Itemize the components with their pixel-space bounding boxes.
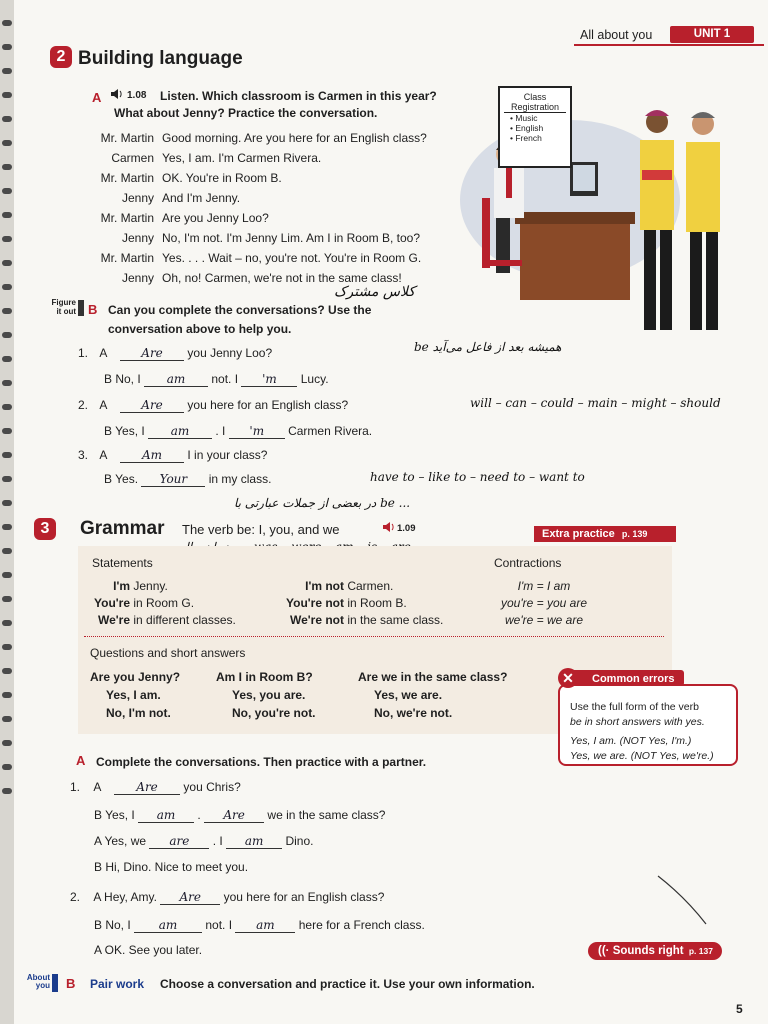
sounds-right-page: p. 137 [688, 946, 713, 956]
contraction: we're = we are [505, 613, 583, 627]
common-errors-box [558, 684, 738, 766]
fill-blank[interactable]: 'm [241, 372, 297, 387]
speaker-a: A [99, 448, 107, 462]
textbook-page [14, 0, 768, 1024]
pair-work-label: Pair work [90, 977, 145, 991]
sign-title: Class [523, 92, 547, 102]
section-label: All about you [580, 28, 653, 42]
subject: We're not [290, 613, 344, 627]
exercise-item [78, 448, 267, 463]
item-text: you here for an English class? [223, 890, 385, 904]
audio-icon[interactable] [382, 520, 396, 538]
speaker-a: A [99, 398, 107, 412]
dialog-line: Are you Jenny Loo? [162, 211, 269, 225]
complement: in Room G. [133, 596, 195, 610]
part-a-letter: A [92, 90, 102, 105]
audio-track: 1.09 [397, 523, 416, 534]
fill-blank[interactable]: Are [120, 398, 184, 413]
item-text: . [197, 808, 201, 822]
sign-title-2: Registration [504, 102, 566, 113]
badge-text: About [26, 973, 50, 982]
questions-header: Questions and short answers [90, 646, 246, 660]
fill-blank[interactable]: am [226, 834, 282, 849]
speaker: Mr. Martin [100, 251, 154, 265]
section-number-badge: 3 [34, 518, 56, 540]
speaker: Mr. Martin [100, 211, 154, 225]
question: Are you Jenny? [90, 670, 181, 684]
item-number: 1. [70, 780, 81, 794]
part-b-instruction-1: Can you complete the conversations? Use the [108, 303, 372, 317]
section-number-badge: 2 [50, 46, 72, 68]
complement: Jenny. [133, 579, 168, 593]
badge-text: you [35, 981, 50, 990]
sound-icon: ((· [598, 945, 610, 957]
handwritten-note: will – can – could – main – might – should [470, 396, 721, 410]
contraction: you're = you are [500, 596, 587, 610]
dialog-line: No, I'm not. I'm Jenny Lim. Am I in Room B, too? [162, 231, 421, 245]
handwritten-note: در بعضی از جملات عبارتی با be ... [234, 496, 411, 510]
speaker: Jenny [121, 231, 154, 245]
speaker: Jenny [121, 191, 154, 205]
common-errors-example: Yes, we are. (NOT Yes, we're.) [570, 750, 714, 762]
pencil-mark [654, 870, 714, 930]
item-text: A Yes, we [94, 834, 147, 848]
exercise-item [70, 890, 384, 905]
audio-icon[interactable] [110, 88, 124, 103]
badge-bar [78, 300, 84, 316]
sign-item: • French [510, 133, 542, 143]
header-rule [574, 44, 764, 46]
complement: in Room B. [347, 596, 407, 610]
part-b-letter: B [88, 302, 98, 317]
spiral-binding [0, 0, 14, 1024]
question-column [90, 668, 180, 722]
item-text: B Hi, Dino. Nice to meet you. [94, 860, 249, 874]
item-text: you Jenny Loo? [187, 346, 273, 360]
contractions-header: Contractions [494, 556, 562, 570]
exercise-item [104, 472, 271, 487]
question-column [358, 668, 507, 722]
badge-text: Figure [51, 298, 76, 307]
item-text: I in your class? [187, 448, 268, 462]
pair-work-instruction: Choose a conversation and practice it. Use your own information. [160, 977, 535, 991]
dialog-table [74, 130, 427, 290]
item-number: 1. [78, 346, 89, 360]
exercise-item [78, 346, 272, 361]
extra-practice-link[interactable] [534, 526, 676, 542]
dialog-line: OK. You're in Room B. [162, 171, 282, 185]
item-text: B Yes, I [94, 808, 135, 822]
fill-blank[interactable]: am [148, 424, 212, 439]
item-text: . I [215, 424, 226, 438]
item-text: A OK. See you later. [94, 943, 203, 957]
statements-positive [86, 578, 236, 629]
item-number: 3. [78, 448, 89, 462]
dialog-line: Yes. . . . Wait – no, you're not. You're in Room G. [162, 251, 422, 265]
statements-negative [278, 578, 443, 629]
item-text: in my class. [208, 472, 272, 486]
short-answer-yes: Yes, we are. [374, 688, 443, 702]
subject: We're [98, 613, 130, 627]
handwritten-note: have to – like to – need to – want to [370, 470, 585, 484]
exercise-item [94, 834, 313, 849]
complement: in the same class. [347, 613, 444, 627]
subject: You're [94, 596, 130, 610]
extra-practice-page: p. 139 [621, 529, 648, 539]
item-text: you here for an English class? [187, 398, 349, 412]
short-answer-no: No, we're not. [374, 706, 453, 720]
part-b-letter: B [66, 976, 76, 991]
fill-blank[interactable]: Your [141, 472, 205, 487]
item-text: B No, I [94, 918, 131, 932]
subject: I'm [113, 579, 130, 593]
item-number: 2. [78, 398, 89, 412]
exercise-item [78, 398, 348, 413]
part-a-instruction-1: Listen. Which classroom is Carmen in this year? [160, 89, 437, 103]
item-text: B No, I [104, 372, 141, 386]
item-text: here for a French class. [298, 918, 425, 932]
extra-practice-label: Extra practice [542, 528, 615, 540]
statements-header: Statements [92, 556, 153, 570]
item-text: not. I [205, 918, 233, 932]
question: Are we in the same class? [358, 670, 508, 684]
handwritten-note: be همیشه بعد از فاعل می‌آید [414, 340, 562, 354]
common-errors-text: be in short answers with yes. [570, 716, 705, 728]
speaker: Mr. Martin [100, 171, 154, 185]
contraction: I'm = I am [517, 579, 571, 593]
item-text: B Yes. [104, 472, 139, 486]
short-answer-no: No, you're not. [232, 706, 316, 720]
exercise-item [70, 780, 241, 795]
complement: in different classes. [133, 613, 236, 627]
common-errors-example: Yes, I am. (NOT Yes, I'm.) [570, 735, 692, 747]
short-answer-yes: Yes, I am. [106, 688, 161, 702]
section-subtitle: The verb be: I, you, and we [182, 522, 340, 537]
item-text: we in the same class? [267, 808, 386, 822]
item-text: Dino. [285, 834, 314, 848]
contractions-list [494, 578, 594, 629]
fill-blank[interactable]: am [144, 372, 208, 387]
fill-blank[interactable]: am [235, 918, 295, 933]
subject: I'm not [305, 579, 344, 593]
fill-blank[interactable]: am [138, 808, 194, 823]
speaker: Mr. Martin [100, 131, 154, 145]
audio-track: 1.08 [127, 90, 147, 101]
fill-blank[interactable]: Are [120, 346, 184, 361]
dialog-line: And I'm Jenny. [162, 191, 241, 205]
item-text: B Yes, I [104, 424, 145, 438]
speaker-a: A [99, 346, 107, 360]
speaker: Jenny [121, 271, 154, 285]
item-text: A Hey, Amy. [93, 890, 157, 904]
speaker-a: A [93, 780, 101, 794]
item-text: Lucy. [300, 372, 329, 386]
dialog-line: Oh, no! Carmen, we're not in the same class! [162, 271, 402, 285]
grammar-divider [84, 636, 664, 637]
registration-sign [498, 86, 572, 168]
item-text: you Chris? [183, 780, 241, 794]
exercise-item [94, 860, 248, 874]
figure-it-out-badge [36, 298, 76, 318]
handwritten-note: کلاس مشترک [334, 284, 416, 300]
fill-blank[interactable]: Am [120, 448, 184, 463]
fill-blank[interactable]: Are [160, 890, 220, 905]
page-number: 5 [736, 1002, 743, 1016]
short-answer-no: No, I'm not. [106, 706, 171, 720]
exercise-item [94, 918, 425, 933]
fill-blank[interactable]: are [149, 834, 209, 849]
exercise-item [94, 943, 202, 957]
part-a-instruction: Complete the conversations. Then practice with a partner. [96, 755, 427, 769]
dialog-line: Good morning. Are you here for an English class? [162, 131, 427, 145]
fill-blank[interactable]: am [134, 918, 202, 933]
section-title: Building language [78, 48, 243, 69]
item-number: 2. [70, 890, 81, 904]
about-you-badge [16, 974, 50, 990]
speaker: Carmen [111, 151, 154, 165]
unit-tab: UNIT 1 [670, 26, 754, 43]
part-b-instruction-2: conversation above to help you. [108, 322, 292, 336]
question: Am I in Room B? [216, 670, 313, 684]
sounds-right-label: Sounds right [612, 945, 684, 957]
exercise-item [104, 424, 372, 439]
item-text: Carmen Rivera. [288, 424, 373, 438]
question-column [216, 668, 316, 722]
exercise-item [104, 372, 329, 387]
complement: Carmen. [347, 579, 394, 593]
badge-text: it out [56, 307, 76, 316]
common-errors-text: Use the full form of the verb [570, 701, 699, 713]
fill-blank[interactable]: Are [204, 808, 264, 823]
part-a-letter: A [76, 753, 86, 768]
fill-blank[interactable]: 'm [229, 424, 285, 439]
sign-item: • Music [510, 113, 538, 123]
sounds-right-link[interactable] [588, 942, 722, 960]
item-text: . I [212, 834, 223, 848]
badge-bar [52, 974, 58, 992]
dialog-line: Yes, I am. I'm Carmen Rivera. [162, 151, 322, 165]
short-answer-yes: Yes, you are. [232, 688, 306, 702]
fill-blank[interactable]: Are [114, 780, 180, 795]
section-title: Grammar [80, 518, 165, 539]
subject: You're not [286, 596, 344, 610]
item-text: not. I [211, 372, 239, 386]
exercise-item [94, 808, 385, 823]
common-errors-title: Common errors [566, 670, 684, 686]
part-a-instruction-2: What about Jenny? Practice the conversation. [114, 106, 378, 120]
x-icon: ✕ [558, 668, 578, 688]
sign-item: • English [510, 123, 544, 133]
